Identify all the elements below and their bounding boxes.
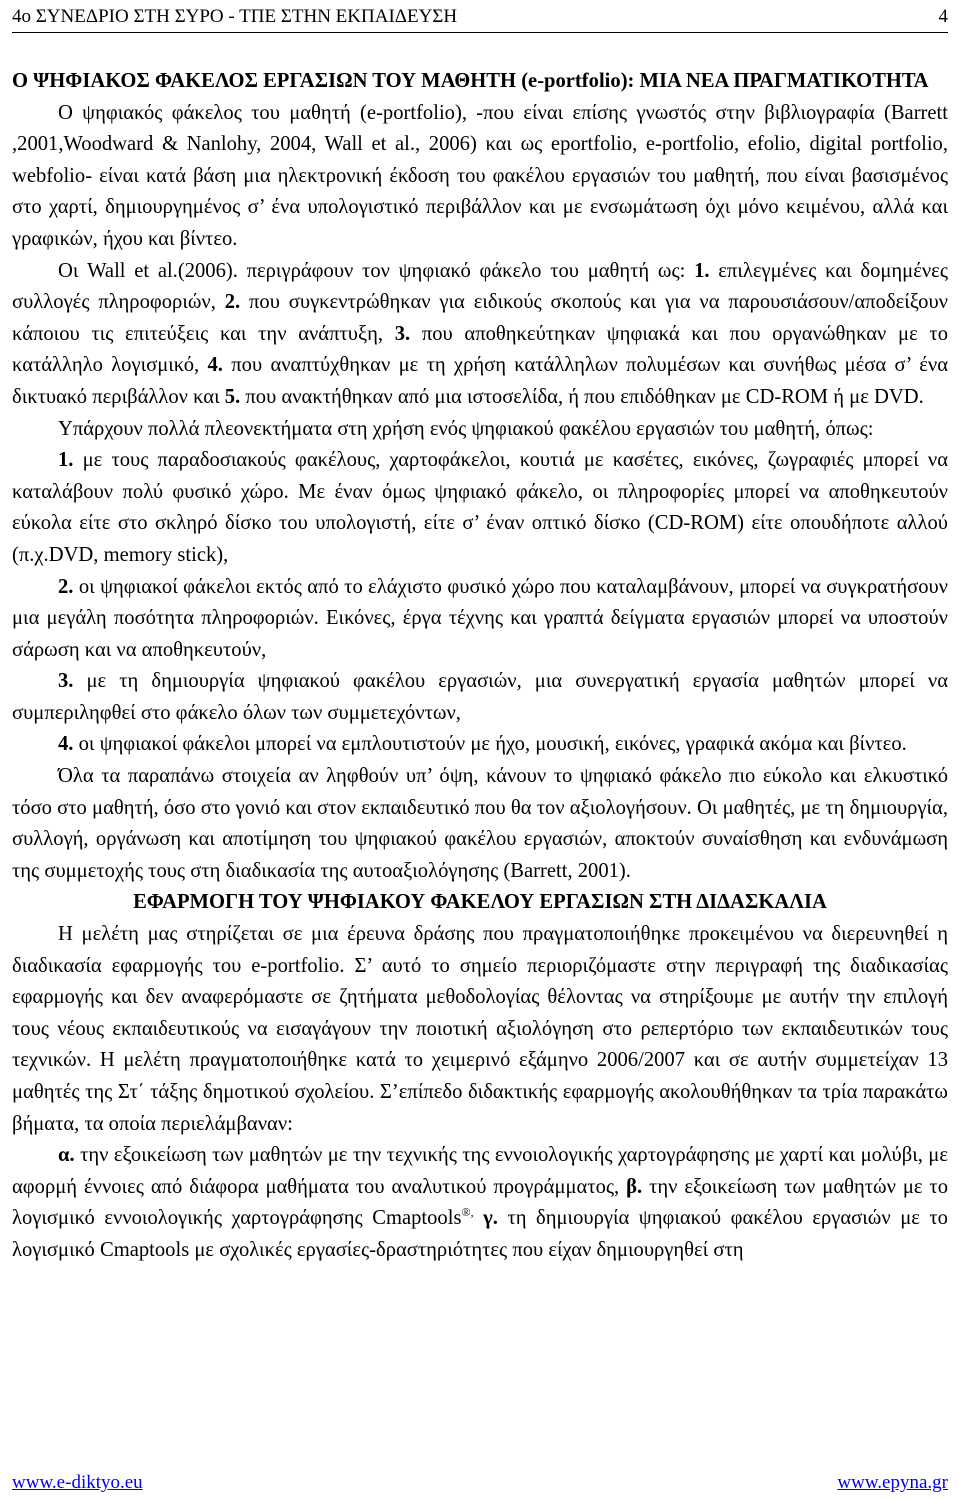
enum-marker: 2. bbox=[224, 291, 241, 314]
page-footer bbox=[12, 1470, 948, 1496]
page-header bbox=[12, 3, 948, 31]
paragraph-wall-definition: Οι Wall et al.(2006). περιγράφουν τον ψηφιακό φάκελο του μαθητή ως: 1. επιλεγμένες και δομημένες συλλογές πληροφοριών, 2. που συγκεντρώθηκαν για ειδικούς σκοπούς και για να παρουσιάσουν/αποδείξουν κάποιου τις επιτεύξεις και την ανάπτυξη, 3. που αποθηκεύτηκαν ψηφιακά και που οργανώθηκαν με το κατάλληλο λογισμικό, 4. που αναπτύχθηκαν με τη χρήση κατάλληλων πολυμέσων και συνήθως μέσα σ’ ένα δικτυακό περιβάλλον και 5. που ανακτήθηκαν από μια ιστοσελίδα, ή που επιδόθηκαν με CD-ROM ή με DVD. bbox=[12, 259, 948, 408]
step-marker: α. bbox=[58, 1144, 75, 1167]
list-item-advantage-3: 3. με τη δημιουργία ψηφιακού φακέλου εργασιών, μια συνεργατική εργασία μαθητών μπορεί να συμπεριληφθεί στο φάκελο όλων των συμμετεχόντων, bbox=[12, 670, 948, 724]
footer-link-ediktyo[interactable]: www.e-diktyo.eu bbox=[12, 1472, 143, 1493]
section-heading-eportfolio: Ο ΨΗΦΙΑΚΟΣ ΦΑΚΕΛΟΣ ΕΡΓΑΣΙΩΝ ΤΟΥ ΜΑΘΗΤΗ (e-portfolio): ΜΙΑ ΝΕΑ ΠΡΑΓΜΑΤΙΚΟΤΗΤΑ bbox=[12, 70, 929, 92]
step-marker: β. bbox=[626, 1175, 643, 1198]
section-heading-application: ΕΦΑΡΜΟΓΗ ΤΟΥ ΨΗΦΙΑΚΟΥ ΦΑΚΕΛΟΥ ΕΡΓΑΣΙΩΝ ΣΤΗ ΔΙΔΑΣΚΑΛΙΑ bbox=[133, 891, 827, 914]
header-divider bbox=[12, 32, 948, 33]
enum-marker: 1. bbox=[694, 259, 710, 282]
list-item-advantage-1: 1. με τους παραδοσιακούς φακέλους, χαρτοφάκελοι, κουτιά με κασέτες, εικόνες, ζωγραφιές μπορεί να καταλάβουν πολύ φυσικό χώρο. Με έναν όμως ψηφιακό φάκελο, οι πληροφορίες μπορεί να αποθηκευτούν εύκολα είτε στο σκληρό δίσκο του υπολογιστή, είτε σ’ έναν οπτικό δίσκο (CD-ROM) είτε οπουδήποτε αλλού (π.χ.DVD, memory stick), bbox=[12, 449, 948, 566]
enum-marker: 4. bbox=[207, 354, 223, 377]
step-marker: γ. bbox=[483, 1207, 498, 1230]
list-number: 4. bbox=[58, 733, 74, 756]
paragraph-steps: α. την εξοικείωση των μαθητών με την τεχνικής της εννοιολογικής χαρτογράφησης με χαρτί και μολύβι, με αφορμή έννοιες από διάφορα μαθήματα του αναλυτικού προγράμματος, β. την εξοικείωση των μαθητών με το λογισμικό εννοιολογικής χαρτογράφησης Cmaptools®, γ. τη δημιουργία ψηφιακού φακέλου εργασιών με το λογισμικό Cmaptools με σχολικές εργασίες-δραστηριότητες που είχαν δημιουργηθεί στη bbox=[12, 1144, 949, 1261]
list-number: 3. bbox=[58, 670, 74, 693]
paragraph-intro: Ο ψηφιακός φάκελος του μαθητή (e-portfolio), -που είναι επίσης γνωστός στην βιβλιογραφία (Barrett ,2001,Woodward & Nanlohy, 2004, Wall et al., 2006) και ως eportfolio, e-portfolio, efolio, digital portfolio, webfolio- είναι κατά βάση μια ηλεκτρονική έκδοση του φακέλου εργασιών του μαθητή, που είναι βασισμένος στο χαρτί, δημιουργημένος σ’ ένα υπολογιστικό περιβάλλον και με ενσωμάτωση όχι μόνο κειμένου, αλλά και γραφικών, ήχου και βίντεο. bbox=[12, 101, 948, 250]
enum-marker: 3. bbox=[394, 322, 411, 345]
registered-mark: ®, bbox=[461, 1205, 474, 1220]
list-item-advantage-2: 2. οι ψηφιακοί φάκελοι εκτός από το ελάχιστο φυσικό χώρο που καταλαμβάνουν, μπορεί να συγκρατήσουν μια μεγάλη ποσότητα πληροφοριών. Εικόνες, έργα τέχνης και γραπτά δείγματα εργασιών μπορεί να υποστούν σάρωση και να αποθηκευτούν, bbox=[12, 575, 948, 661]
page-body bbox=[12, 66, 948, 1267]
footer-link-epyna[interactable]: www.epyna.gr bbox=[837, 1472, 948, 1493]
paragraph-advantages-intro: Υπάρχουν πολλά πλεονεκτήματα στη χρήση ενός ψηφιακού φακέλου εργασιών του μαθητή, όπως: bbox=[58, 417, 874, 440]
list-number: 1. bbox=[58, 449, 74, 472]
list-number: 2. bbox=[58, 575, 74, 598]
document-page bbox=[12, 0, 948, 1499]
enum-marker: 5. bbox=[224, 385, 241, 408]
paragraph-study-description: Η μελέτη μας στηρίζεται σε μια έρευνα δράσης που πραγματοποιήθηκε προκειμένου να διερευνηθεί η διαδικασία εφαρμογής του e-portfolio. Σ’ αυτό το σημείο περιοριζόμαστε στην περιγραφή της διαδικασίας εφαρμογής και δεν αναφερόμαστε σε ζητήματα μεθοδολογίας θέλοντας να στηρίξουμε με αυτήν την επιλογή τους νέους εκπαιδευτικούς να εισαγάγουν την ποιοτική αξιολόγηση στο ρεπερτόριο των εκπαιδευτικών τους τεχνικών. Η μελέτη πραγματοποιήθηκε κατά το χειμερινό εξάμηνο 2006/2007 και σε αυτήν συμμετείχαν 13 μαθητές της Στ΄ τάξης δημοτικού σχολείου. Σ’επίπεδο διδακτικής εφαρμογής ακολουθήθηκαν τα τρία παρακάτω βήματα, τα οποία περιελάμβαναν: bbox=[12, 923, 948, 1135]
paragraph-summary: Όλα τα παραπάνω στοιχεία αν ληφθούν υπ’ όψη, κάνουν το ψηφιακό φάκελο πιο εύκολο και ελκυστικό τόσο στο μαθητή, όσο στο γονιό και στον εκπαιδευτικό που θα τον αξιολογήσουν. Οι μαθητές, με τη δημιουργία, συλλογή, οργάνωση και αποτίμηση του ψηφιακού φακέλου εργασιών, αποκτούν συναίσθηση και ενδυνάμωση της συμμετοχής τους στη διαδικασία της αυτοαξιολόγησης (Barrett, 2001). bbox=[12, 765, 948, 882]
page-number: 4 bbox=[938, 6, 948, 27]
list-item-advantage-4: 4. οι ψηφιακοί φάκελοι μπορεί να εμπλουτιστούν με ήχο, μουσική, εικόνες, γραφικά ακόμα και βίντεο. bbox=[58, 733, 907, 756]
running-title: 4ο ΣΥΝΕΔΡΙΟ ΣΤΗ ΣΥΡΟ - ΤΠΕ ΣΤΗΝ ΕΚΠΑΙΔΕΥΣΗ bbox=[12, 6, 458, 27]
